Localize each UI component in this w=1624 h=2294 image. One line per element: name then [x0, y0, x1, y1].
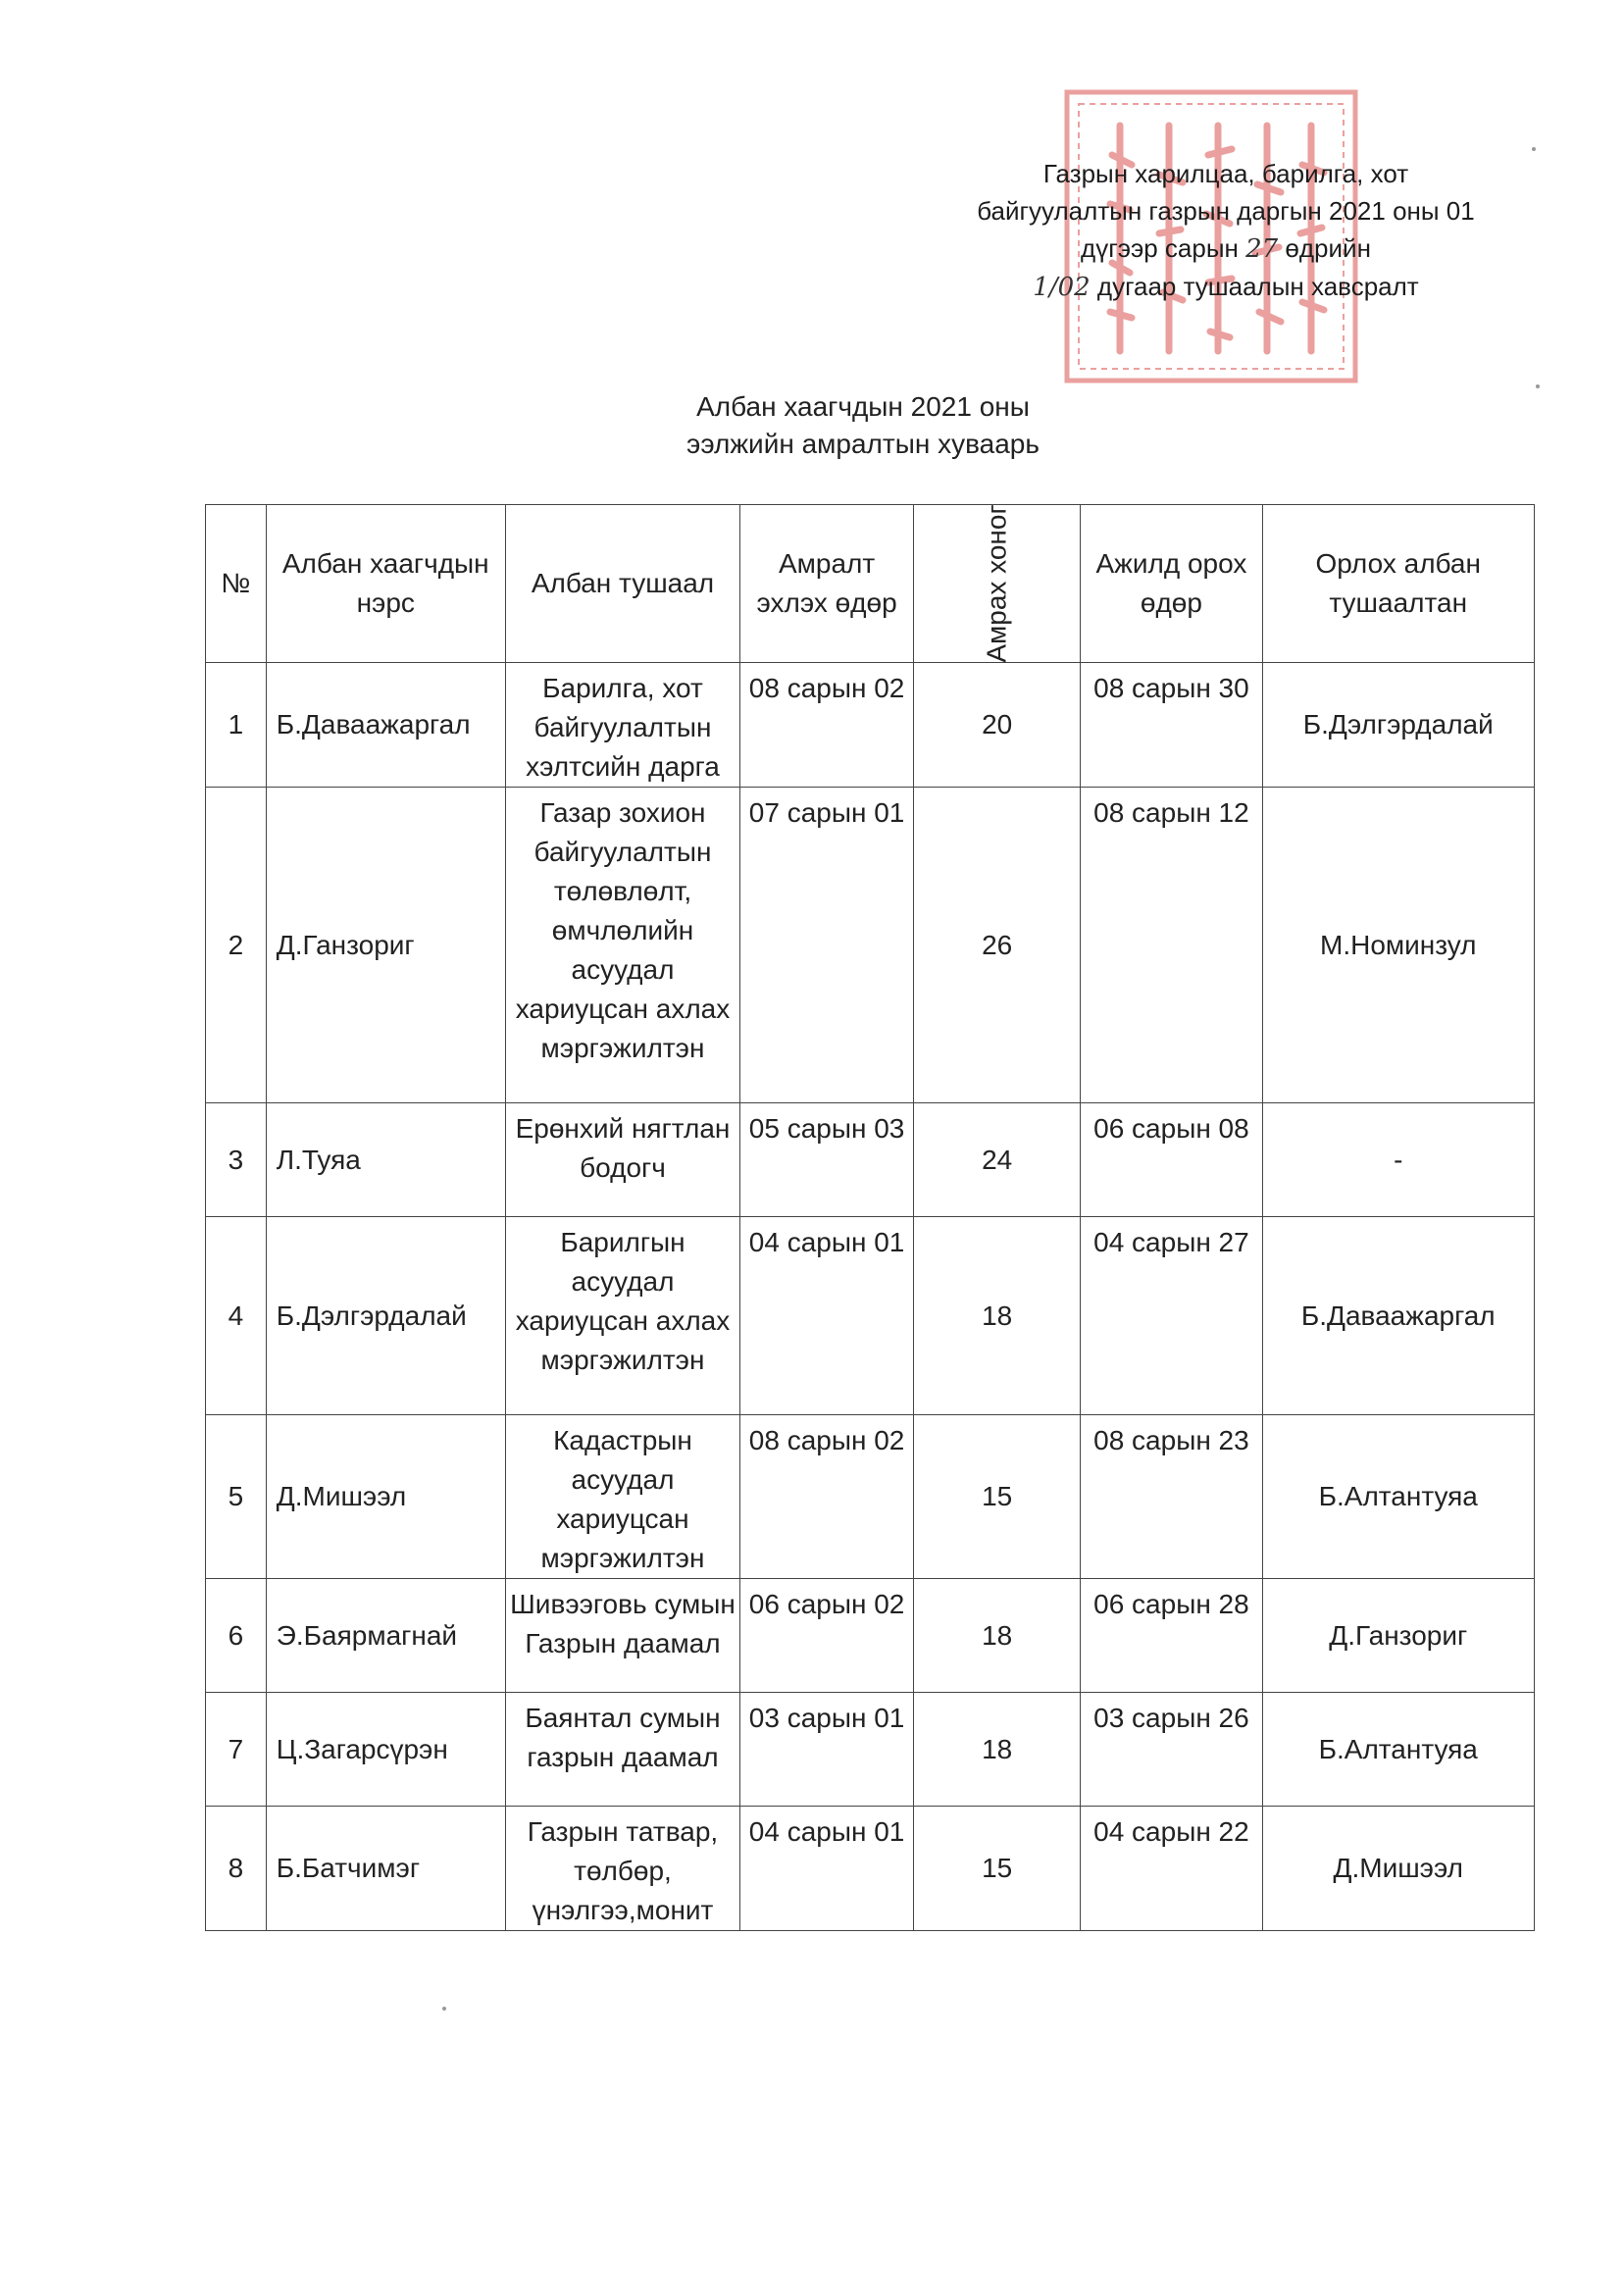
cell-no: 7 — [206, 1693, 267, 1807]
table-row — [206, 1693, 1535, 1807]
cell-position: Шивээговь сумын Газрын даамал — [505, 1579, 739, 1693]
cell-substitute: Б.Дэлгэрдалай — [1262, 663, 1535, 788]
cell-name: Д.Ганзориг — [266, 788, 505, 1103]
cell-start-date: 04 сарын 01 — [740, 1217, 914, 1415]
header-days — [914, 505, 1081, 663]
cell-substitute: Б.Алтантуяа — [1262, 1693, 1535, 1807]
header-line-3-prefix: дүгээр сарын — [1081, 233, 1246, 263]
table-row — [206, 1579, 1535, 1693]
cell-position: Барилга, хот байгуулалтын хэлтсийн дарга — [505, 663, 739, 788]
cell-name: Б.Дэлгэрдалай — [266, 1217, 505, 1415]
cell-return-date: 03 сарын 26 — [1081, 1693, 1262, 1807]
scan-speck — [1536, 384, 1540, 388]
header-position: Албан тушаал — [505, 505, 739, 663]
cell-substitute: Б.Алтантуяа — [1262, 1415, 1535, 1579]
table-body — [206, 663, 1535, 1931]
scan-speck — [442, 2007, 446, 2011]
table-row — [206, 663, 1535, 788]
cell-days: 15 — [914, 1807, 1081, 1931]
header-days-label: Амрах хоног — [981, 504, 1012, 663]
title-line-2: ээлжийн амралтын хуваарь — [686, 429, 1040, 459]
cell-days: 26 — [914, 788, 1081, 1103]
vacation-schedule-table — [205, 504, 1535, 1931]
cell-no: 3 — [206, 1103, 267, 1217]
cell-start-date: 03 сарын 01 — [740, 1693, 914, 1807]
cell-return-date: 08 сарын 12 — [1081, 788, 1262, 1103]
cell-start-date: 05 сарын 03 — [740, 1103, 914, 1217]
cell-substitute: - — [1262, 1103, 1535, 1217]
cell-name: Э.Баярмагнай — [266, 1579, 505, 1693]
header-line-1: Газрын харилцаа, барилга, хот — [1042, 159, 1409, 188]
order-attachment-header — [912, 155, 1540, 306]
cell-position: Газар зохион байгуулалтын төлөвлөлт, өмчлөлийн асуудал хариуцсан ахлах мэргэжилтэн — [505, 788, 739, 1103]
cell-start-date: 08 сарын 02 — [740, 1415, 914, 1579]
cell-days: 18 — [914, 1579, 1081, 1693]
document-title — [490, 388, 1236, 463]
cell-return-date: 08 сарын 23 — [1081, 1415, 1262, 1579]
cell-days: 20 — [914, 663, 1081, 788]
table-header-row — [206, 505, 1535, 663]
header-name: Албан хаагчдын нэрс — [266, 505, 505, 663]
header-no: № — [206, 505, 267, 663]
cell-name: Л.Туяа — [266, 1103, 505, 1217]
cell-position: Кадастрын асуудал хариуцсан мэргэжилтэн — [505, 1415, 739, 1579]
cell-position: Барилгын асуудал хариуцсан ахлах мэргэжилтэн — [505, 1217, 739, 1415]
cell-start-date: 08 сарын 02 — [740, 663, 914, 788]
cell-return-date: 08 сарын 30 — [1081, 663, 1262, 788]
handwritten-day: 27 — [1245, 234, 1279, 264]
header-return-date: Ажилд орох өдөр — [1081, 505, 1262, 663]
title-line-1: Албан хаагчдын 2021 оны — [696, 391, 1030, 422]
header-start-date: Амралт эхлэх өдөр — [740, 505, 914, 663]
cell-name: Ц.Загарсүрэн — [266, 1693, 505, 1807]
cell-name: Б.Батчимэг — [266, 1807, 505, 1931]
header-substitute: Орлох албан тушаалтан — [1262, 505, 1535, 663]
cell-return-date: 04 сарын 22 — [1081, 1807, 1262, 1931]
cell-days: 18 — [914, 1217, 1081, 1415]
header-line-3-suffix: өдрийн — [1278, 233, 1371, 263]
cell-return-date: 06 сарын 08 — [1081, 1103, 1262, 1217]
cell-no: 5 — [206, 1415, 267, 1579]
cell-position: Ерөнхий нягтлан бодогч — [505, 1103, 739, 1217]
header-line-2: байгуулалтын газрын даргын 2021 оны 01 — [977, 196, 1475, 226]
cell-return-date: 04 сарын 27 — [1081, 1217, 1262, 1415]
table-row — [206, 1807, 1535, 1931]
table-row — [206, 1217, 1535, 1415]
cell-days: 18 — [914, 1693, 1081, 1807]
cell-days: 15 — [914, 1415, 1081, 1579]
cell-start-date: 06 сарын 02 — [740, 1579, 914, 1693]
cell-no: 4 — [206, 1217, 267, 1415]
cell-no: 6 — [206, 1579, 267, 1693]
handwritten-order-number: 1/02 — [1033, 273, 1091, 302]
header-line-4 — [912, 268, 1540, 306]
table-row — [206, 1415, 1535, 1579]
cell-no: 1 — [206, 663, 267, 788]
cell-name: Б.Даваажаргал — [266, 663, 505, 788]
cell-position: Баянтал сумын газрын даамал — [505, 1693, 739, 1807]
cell-substitute: Б.Даваажаргал — [1262, 1217, 1535, 1415]
cell-position: Газрын татвар, төлбөр, үнэлгээ,монит — [505, 1807, 739, 1931]
cell-start-date: 07 сарын 01 — [740, 788, 914, 1103]
cell-substitute: Д.Мишээл — [1262, 1807, 1535, 1931]
table-row — [206, 1103, 1535, 1217]
header-line-4-suffix: дугаар тушаалын хавсралт — [1090, 272, 1419, 301]
cell-start-date: 04 сарын 01 — [740, 1807, 914, 1931]
cell-return-date: 06 сарын 28 — [1081, 1579, 1262, 1693]
scan-speck — [1532, 147, 1536, 151]
cell-no: 8 — [206, 1807, 267, 1931]
header-line-3 — [912, 229, 1540, 268]
cell-substitute: М.Номинзул — [1262, 788, 1535, 1103]
cell-name: Д.Мишээл — [266, 1415, 505, 1579]
table-row — [206, 788, 1535, 1103]
cell-no: 2 — [206, 788, 267, 1103]
cell-days: 24 — [914, 1103, 1081, 1217]
cell-substitute: Д.Ганзориг — [1262, 1579, 1535, 1693]
